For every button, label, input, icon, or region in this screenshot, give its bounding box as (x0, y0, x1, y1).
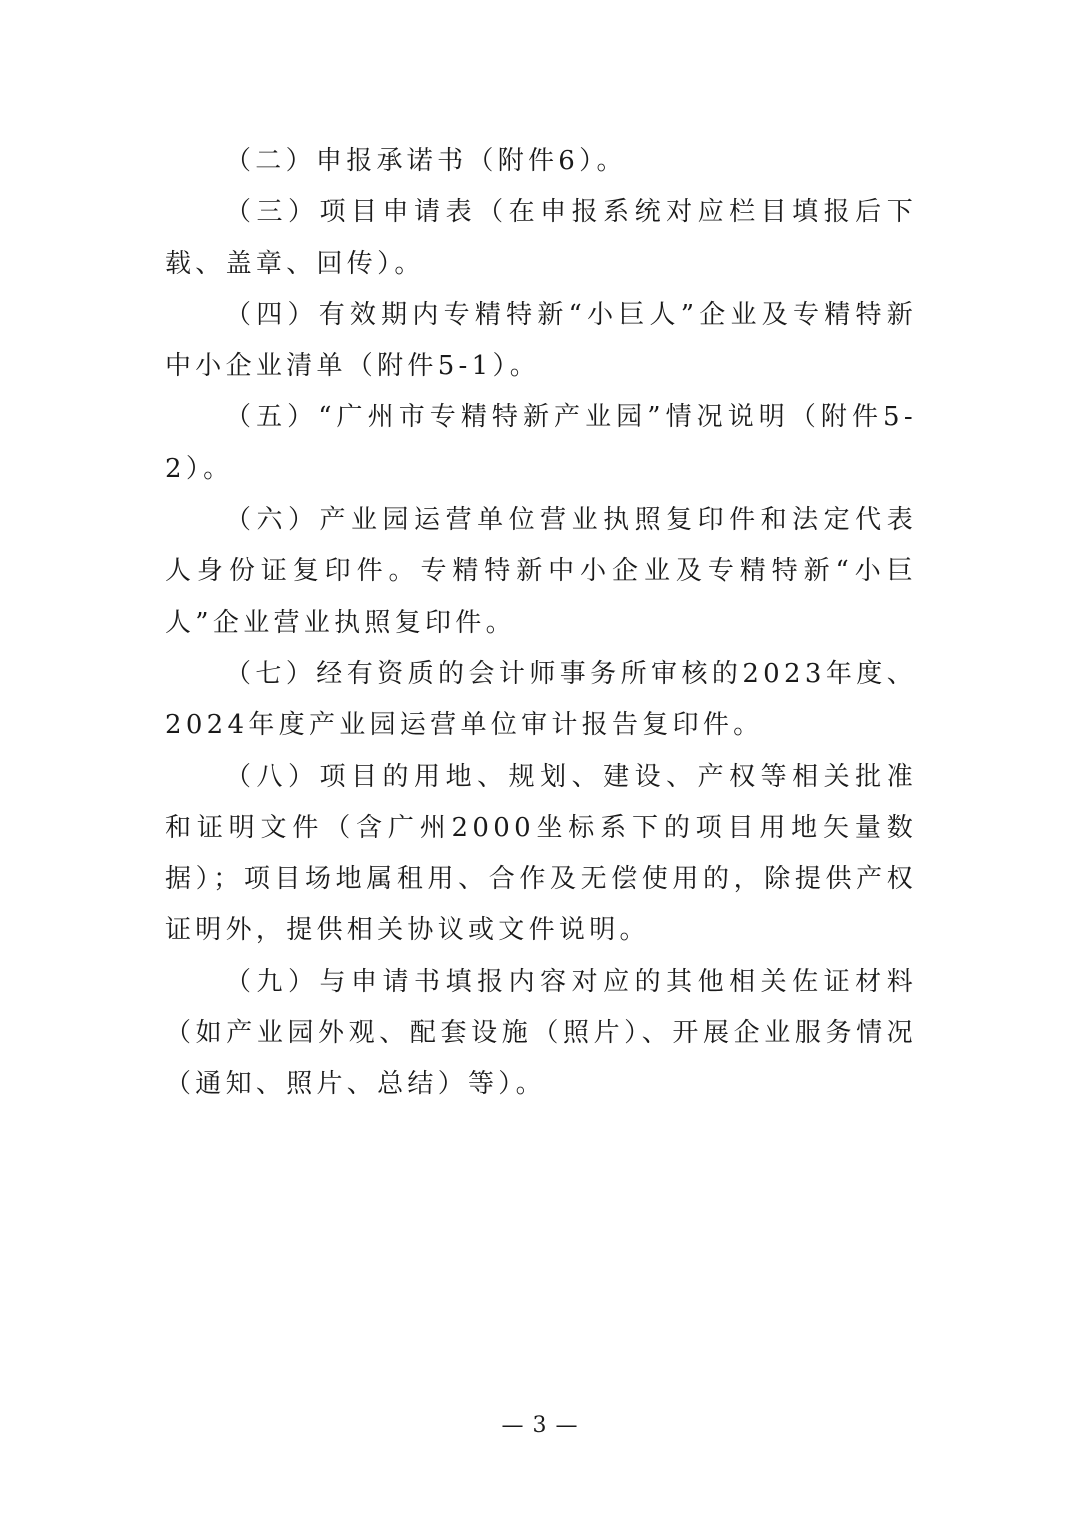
paragraph-item-8: （八）项目的用地、规划、建设、产权等相关批准和证明文件（含广州2000坐标系下的项目用地矢量数据）；项目场地属租用、合作及无偿使用的，除提供产权证明外，提供相关协议或文件说明。 (165, 761, 917, 946)
paragraph-item-2: （二）申报承诺书（附件6）。 (225, 146, 627, 176)
paragraph-item-9: （九）与申请书填报内容对应的其他相关佐证材料（如产业园外观、配套设施（照片）、开展企业服务情况（通知、照片、总结）等）。 (165, 966, 917, 1100)
page-number: — 3 — (501, 1413, 579, 1438)
paragraph-item-6: （六）产业园运营单位营业执照复印件和法定代表人身份证复印件。专精特新中小企业及专精特新“小巨人”企业营业执照复印件。 (165, 505, 917, 638)
paragraph-item-4: （四）有效期内专精特新“小巨人”企业及专精特新中小企业清单（附件5-1）。 (165, 299, 917, 382)
paragraph-item-7: （七）经有资质的会计师事务所审核的2023年度、2024年度产业园运营单位审计报告复印件。 (165, 658, 917, 741)
paragraph-item-3: （三）项目申请表（在申报系统对应栏目填报后下载、盖章、回传）。 (165, 197, 917, 279)
document-body (165, 136, 917, 1111)
paragraph-item-5: （五）“广州市专精特新产业园”情况说明（附件5-2）。 (165, 402, 917, 484)
